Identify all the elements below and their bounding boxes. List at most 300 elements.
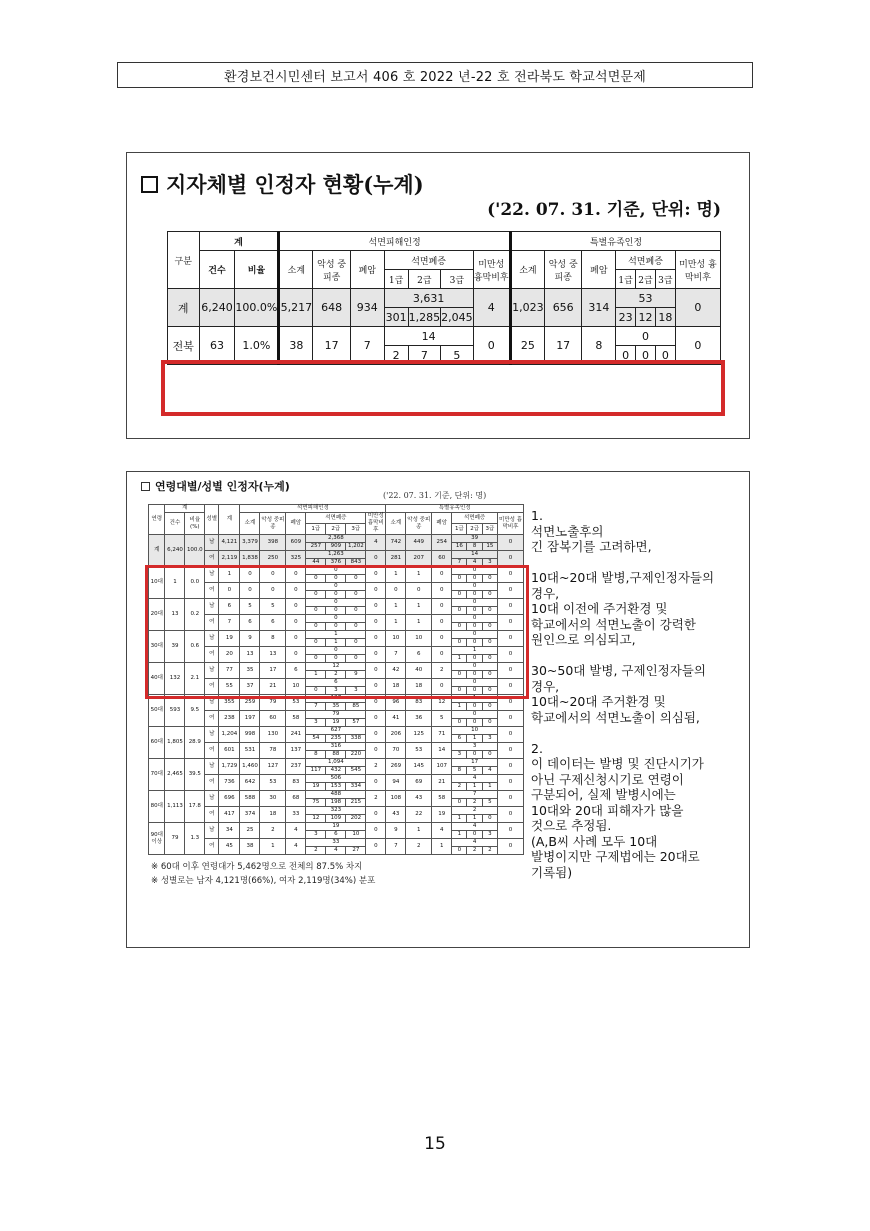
- cell-ratio: 2.1: [185, 663, 205, 695]
- cell-d-grade: 57: [346, 719, 366, 727]
- cell-d-asb: 0: [306, 583, 366, 591]
- cell-s-sub: 25: [510, 327, 544, 365]
- cell-d-sub: 998: [240, 727, 260, 743]
- cell-s-sub: 10: [386, 631, 406, 647]
- cell-total: 696: [219, 791, 240, 807]
- cell-s-asb: 7: [452, 791, 498, 799]
- cell-d-grade: 0: [346, 655, 366, 663]
- cell-s-grade: 0: [482, 623, 497, 631]
- cell-s-lung: 58: [432, 791, 452, 807]
- cell-s-meso: 22: [406, 807, 432, 823]
- cell-total: 736: [219, 775, 240, 791]
- cell-d-meso: 250: [260, 551, 286, 567]
- t2-head-lung: 폐암: [286, 513, 306, 535]
- cell-ratio: 28.9: [185, 727, 205, 759]
- cell-s-sub: 42: [386, 663, 406, 679]
- cell-s-g3: 0: [655, 346, 675, 365]
- cell-d-diff: 0: [366, 663, 386, 679]
- cell-s-meso: 656: [544, 289, 582, 327]
- cell-s-grade: 4: [482, 767, 497, 775]
- cell-d-lung: 0: [286, 567, 306, 583]
- cell-d-meso: 0: [260, 583, 286, 599]
- cell-d-diff: 0: [366, 567, 386, 583]
- regional-status-table: [167, 231, 721, 365]
- cell-s-grade: 3: [482, 831, 497, 839]
- cell-d-lung: 137: [286, 743, 306, 759]
- t2-head-g3: 3급: [346, 524, 366, 535]
- cell-count: 39: [165, 631, 185, 663]
- cell-s-grade: 0: [452, 591, 467, 599]
- cell-d-asb: 3,631: [384, 289, 473, 308]
- cell-sex: 남: [205, 727, 219, 743]
- cell-s-grade: 0: [467, 703, 482, 711]
- cell-total: 238: [219, 711, 240, 727]
- cell-total: 0: [219, 583, 240, 599]
- cell-d-diff: 0: [366, 839, 386, 855]
- head-lung: 폐암: [350, 251, 384, 289]
- cell-s-grade: 1: [482, 783, 497, 791]
- cell-ratio: 0.2: [185, 599, 205, 631]
- cell-s-grade: 1: [452, 703, 467, 711]
- cell-s-asb: 0: [452, 663, 498, 671]
- t2-head-total: 계: [165, 505, 205, 513]
- cell-s-sub: 41: [386, 711, 406, 727]
- cell-s-asb: 53: [616, 289, 676, 308]
- cell-d-grade: 235: [326, 735, 346, 743]
- table-row: [149, 807, 524, 815]
- cell-sex: 여: [205, 839, 219, 855]
- cell-s-asb: 0: [452, 599, 498, 607]
- cell-s-sub: 1,023: [510, 289, 544, 327]
- cell-age: 계: [149, 535, 165, 567]
- cell-s-asb: 0: [616, 327, 676, 346]
- cell-s-grade: 0: [482, 703, 497, 711]
- cell-d-diff: 0: [473, 327, 510, 365]
- cell-s-meso: 10: [406, 631, 432, 647]
- cell-d-lung: 0: [286, 647, 306, 663]
- cell-s-sub: 7: [386, 647, 406, 663]
- cell-total: 1: [219, 567, 240, 583]
- cell-s-asb: 14: [452, 551, 498, 559]
- slide2-basis-note: ('22. 07. 31. 기준, 단위: 명): [383, 491, 487, 500]
- cell-s-lung: 107: [432, 759, 452, 775]
- cell-s-lung: 2: [432, 663, 452, 679]
- cell-d-lung: 53: [286, 695, 306, 711]
- cell-s-grade: 0: [467, 623, 482, 631]
- cell-d-grade: 85: [346, 703, 366, 711]
- cell-sex: 남: [205, 567, 219, 583]
- cell-s-lung: 14: [432, 743, 452, 759]
- table-row: [149, 791, 524, 799]
- cell-age: 80대: [149, 791, 165, 823]
- t2-head-group-special: 특별유족인정: [386, 505, 524, 513]
- t2-head-g3-2: 3급: [482, 524, 497, 535]
- cell-total: 20: [219, 647, 240, 663]
- cell-s-meso: 207: [406, 551, 432, 567]
- cell-d-sub: 1,838: [240, 551, 260, 567]
- cell-d-grade: 334: [346, 783, 366, 791]
- cell-count: 13: [165, 599, 185, 631]
- slide1-basis-note: ('22. 07. 31. 기준, 단위: 명): [487, 200, 721, 220]
- cell-sex: 남: [205, 535, 219, 551]
- cell-s-diff: 0: [498, 551, 524, 567]
- cell-d-lung: 68: [286, 791, 306, 807]
- head-count: 건수: [199, 251, 235, 289]
- cell-ratio: 39.5: [185, 759, 205, 791]
- t2-head-asbestosis: 석면폐증: [306, 513, 366, 524]
- cell-sex: 남: [205, 759, 219, 775]
- head-total: 계: [199, 232, 279, 251]
- t2-head-sex: 성별: [205, 505, 219, 535]
- head-ratio: 비율: [235, 251, 279, 289]
- cell-s-asb: 3: [452, 743, 498, 751]
- cell-d-lung: 58: [286, 711, 306, 727]
- cell-s-sub: 18: [386, 679, 406, 695]
- cell-d-sub: 197: [240, 711, 260, 727]
- cell-d-sub: 1,460: [240, 759, 260, 775]
- t2-head-subtotal-2: 소계: [386, 513, 406, 535]
- cell-s-diff: 0: [498, 759, 524, 775]
- t2-head-subtotal: 소계: [240, 513, 260, 535]
- cell-s-g1: 23: [616, 308, 636, 327]
- cell-s-asb: 4: [452, 823, 498, 831]
- footnote-60plus: ※ 60대 이후 연령대가 5,462명으로 전체의 87.5% 차지: [151, 862, 363, 872]
- cell-count: 1: [165, 567, 185, 599]
- cell-s-asb: 4: [452, 839, 498, 847]
- cell-s-asb: 0: [452, 583, 498, 591]
- cell-s-sub: 281: [386, 551, 406, 567]
- cell-s-grade: 0: [452, 623, 467, 631]
- cell-d-diff: 0: [366, 615, 386, 631]
- cell-s-asb: 1: [452, 647, 498, 655]
- cell-s-lung: 0: [432, 583, 452, 599]
- cell-d-grade: 3: [306, 719, 326, 727]
- cell-d-lung: 10: [286, 679, 306, 695]
- cell-d-g3: 2,045: [441, 308, 474, 327]
- cell-s-grade: 3: [482, 735, 497, 743]
- cell-s-lung: 0: [432, 599, 452, 615]
- table-row: [149, 535, 524, 543]
- cell-sex: 남: [205, 599, 219, 615]
- cell-label: 계: [168, 289, 200, 327]
- regional-status-body: [168, 289, 721, 365]
- cell-d-grade: 4: [326, 847, 346, 855]
- cell-d-sub: 642: [240, 775, 260, 791]
- cell-d-lung: 0: [286, 631, 306, 647]
- cell-s-lung: 19: [432, 807, 452, 823]
- cell-age: 70대: [149, 759, 165, 791]
- cell-total: 601: [219, 743, 240, 759]
- cell-d-grade: 12: [306, 815, 326, 823]
- cell-s-grade: 0: [482, 575, 497, 583]
- cell-s-diff: 0: [498, 775, 524, 791]
- cell-d-grade: 0: [306, 607, 326, 615]
- cell-s-sub: 1: [386, 567, 406, 583]
- cell-d-diff: 0: [366, 807, 386, 823]
- cell-s-grade: 0: [467, 591, 482, 599]
- cell-d-meso: 18: [260, 807, 286, 823]
- cell-d-meso: 2: [260, 823, 286, 839]
- cell-count: 1,113: [165, 791, 185, 823]
- cell-s-grade: 0: [452, 639, 467, 647]
- cell-s-grade: 0: [467, 671, 482, 679]
- cell-age: 60대: [149, 727, 165, 759]
- cell-s-grade: 0: [452, 799, 467, 807]
- cell-d-grade: 432: [326, 767, 346, 775]
- cell-s-lung: 8: [582, 327, 616, 365]
- head-meso: 악성 중피종: [313, 251, 351, 289]
- cell-total: 7: [219, 615, 240, 631]
- cell-age: 90대 이상: [149, 823, 165, 855]
- cell-d-asb: 1,094: [306, 759, 366, 767]
- cell-s-meso: 36: [406, 711, 432, 727]
- cell-s-diff: 0: [498, 839, 524, 855]
- cell-d-grade: 545: [346, 767, 366, 775]
- cell-s-grade: 0: [482, 591, 497, 599]
- cell-s-lung: 0: [432, 567, 452, 583]
- cell-s-lung: 314: [582, 289, 616, 327]
- cell-d-meso: 0: [260, 567, 286, 583]
- cell-s-grade: 3: [482, 559, 497, 567]
- cell-d-diff: 0: [366, 599, 386, 615]
- cell-d-lung: 241: [286, 727, 306, 743]
- cell-d-g2: 7: [408, 346, 441, 365]
- cell-d-grade: 2: [326, 671, 346, 679]
- cell-total: 77: [219, 663, 240, 679]
- cell-s-grade: 1: [467, 783, 482, 791]
- cell-s-lung: 21: [432, 775, 452, 791]
- cell-ratio: 100.0: [185, 535, 205, 567]
- table-row: [149, 743, 524, 751]
- cell-d-sub: 531: [240, 743, 260, 759]
- cell-d-grade: 1: [326, 639, 346, 647]
- cell-s-grade: 0: [452, 847, 467, 855]
- cell-s-sub: 94: [386, 775, 406, 791]
- cell-d-lung: 4: [286, 839, 306, 855]
- cell-d-meso: 17: [313, 327, 351, 365]
- cell-s-sub: 7: [386, 839, 406, 855]
- cell-d-grade: 8: [306, 751, 326, 759]
- t2-head-meso: 악성 중피종: [260, 513, 286, 535]
- cell-s-grade: 2: [482, 847, 497, 855]
- cell-d-grade: 0: [326, 623, 346, 631]
- cell-sex: 남: [205, 663, 219, 679]
- cell-d-asb: 79: [306, 711, 366, 719]
- cell-d-asb: 2,368: [306, 535, 366, 543]
- head-grade3: 3급: [441, 270, 474, 289]
- cell-d-sub: 13: [240, 647, 260, 663]
- cell-d-diff: 2: [366, 791, 386, 807]
- cell-d-grade: 3: [326, 687, 346, 695]
- cell-d-lung: 237: [286, 759, 306, 775]
- cell-s-lung: 0: [432, 631, 452, 647]
- cell-d-grade: 19: [306, 783, 326, 791]
- cell-s-grade: 15: [482, 543, 497, 551]
- cell-d-diff: 0: [366, 631, 386, 647]
- cell-s-meso: 18: [406, 679, 432, 695]
- slide2-title: [141, 478, 290, 494]
- cell-s-meso: 145: [406, 759, 432, 775]
- cell-count: 132: [165, 663, 185, 695]
- cell-d-sub: 374: [240, 807, 260, 823]
- checkbox-square-icon: [141, 482, 150, 491]
- t2-head-age: 연령: [149, 505, 165, 535]
- cell-total: 417: [219, 807, 240, 823]
- cell-sex: 남: [205, 631, 219, 647]
- cell-s-meso: 53: [406, 743, 432, 759]
- cell-s-g1: 0: [616, 346, 636, 365]
- cell-sex: 여: [205, 615, 219, 631]
- cell-s-grade: 0: [467, 607, 482, 615]
- cell-d-meso: 78: [260, 743, 286, 759]
- cell-d-lung: 0: [286, 599, 306, 615]
- t2-head-lung-2: 폐암: [432, 513, 452, 535]
- cell-total: 1,204: [219, 727, 240, 743]
- cell-d-diff: 0: [366, 727, 386, 743]
- cell-age: 50대: [149, 695, 165, 727]
- head-meso-2: 악성 중피종: [544, 251, 582, 289]
- cell-s-asb: 1: [452, 695, 498, 703]
- cell-s-sub: 96: [386, 695, 406, 711]
- cell-d-grade: 0: [326, 607, 346, 615]
- head-subtotal: 소계: [279, 251, 313, 289]
- cell-d-g2: 1,285: [408, 308, 441, 327]
- cell-d-sub: 0: [240, 567, 260, 583]
- cell-ratio: 1.0%: [235, 327, 279, 365]
- cell-d-diff: 0: [366, 647, 386, 663]
- cell-d-lung: 7: [350, 327, 384, 365]
- cell-ratio: 17.8: [185, 791, 205, 823]
- cell-d-lung: 6: [286, 663, 306, 679]
- cell-s-grade: 0: [452, 719, 467, 727]
- cell-d-g1: 2: [384, 346, 408, 365]
- cell-d-sub: 588: [240, 791, 260, 807]
- cell-d-meso: 60: [260, 711, 286, 727]
- cell-d-grade: 338: [346, 735, 366, 743]
- cell-d-lung: 4: [286, 823, 306, 839]
- cell-age: 10대: [149, 567, 165, 599]
- cell-d-grade: 109: [326, 815, 346, 823]
- cell-d-diff: 0: [366, 743, 386, 759]
- cell-s-meso: 125: [406, 727, 432, 743]
- cell-s-grade: 0: [452, 575, 467, 583]
- cell-d-grade: 44: [306, 559, 326, 567]
- cell-s-diff: 0: [498, 807, 524, 823]
- slide-age-sex-status: [126, 471, 750, 948]
- slide2-title-text: 연령대별/성별 인정자(누계): [155, 480, 290, 493]
- cell-d-grade: 88: [326, 751, 346, 759]
- cell-s-grade: 0: [482, 655, 497, 663]
- cell-d-diff: 0: [366, 695, 386, 711]
- cell-s-meso: 2: [406, 839, 432, 855]
- cell-d-grade: 19: [326, 719, 346, 727]
- cell-s-grade: 0: [467, 687, 482, 695]
- cell-age: 30대: [149, 631, 165, 663]
- cell-d-grade: 6: [326, 831, 346, 839]
- highlight-box-jeonbuk: [161, 360, 725, 416]
- cell-d-asb: 12: [306, 663, 366, 671]
- cell-s-grade: 0: [467, 719, 482, 727]
- slide1-title-text: 지자체별 인정자 현황(누계): [166, 172, 424, 197]
- cell-d-sub: 5,217: [279, 289, 313, 327]
- cell-d-asb: 323: [306, 807, 366, 815]
- cell-s-grade: 1: [467, 815, 482, 823]
- cell-s-lung: 0: [432, 647, 452, 663]
- cell-total: 1,729: [219, 759, 240, 775]
- cell-s-sub: 108: [386, 791, 406, 807]
- cell-d-sub: 5: [240, 599, 260, 615]
- cell-count: 6,240: [165, 535, 185, 567]
- cell-d-grade: 376: [326, 559, 346, 567]
- cell-s-diff: 0: [675, 289, 720, 327]
- t2-head-g2: 2급: [326, 524, 346, 535]
- cell-s-meso: 1: [406, 823, 432, 839]
- cell-s-lung: 1: [432, 839, 452, 855]
- cell-s-grade: 1: [452, 655, 467, 663]
- cell-d-lung: 33: [286, 807, 306, 823]
- cell-s-grade: 5: [482, 799, 497, 807]
- cell-d-grade: 257: [306, 543, 326, 551]
- cell-s-grade: 2: [467, 847, 482, 855]
- cell-ratio: 0.6: [185, 631, 205, 663]
- cell-s-sub: 206: [386, 727, 406, 743]
- cell-s-lung: 5: [432, 711, 452, 727]
- checkbox-square-icon: [141, 176, 158, 193]
- cell-s-grade: 0: [452, 687, 467, 695]
- cell-d-grade: 75: [306, 799, 326, 807]
- cell-s-asb: 0: [452, 615, 498, 623]
- cell-s-diff: 0: [498, 711, 524, 727]
- cell-d-grade: 220: [346, 751, 366, 759]
- cell-s-diff: 0: [498, 535, 524, 551]
- cell-d-asb: 316: [306, 743, 366, 751]
- cell-d-grade: 843: [346, 559, 366, 567]
- cell-d-meso: 21: [260, 679, 286, 695]
- cell-d-grade: 3: [306, 831, 326, 839]
- head-grade2: 2급: [408, 270, 441, 289]
- cell-s-diff: 0: [498, 583, 524, 599]
- cell-s-grade: 0: [452, 671, 467, 679]
- cell-s-meso: 449: [406, 535, 432, 551]
- cell-d-grade: 10: [346, 831, 366, 839]
- cell-d-sub: 38: [240, 839, 260, 855]
- cell-s-sub: 70: [386, 743, 406, 759]
- t2-head-count: 건수: [165, 513, 185, 535]
- cell-s-sub: 1: [386, 615, 406, 631]
- commentary-text: 1. 석면노출후의 긴 잠복기를 고려하면, 10대~20대 발병,구제인정자들의 경우, 10대 이전에 주거환경 및 학교에서의 석면노출이 강력한 원인으로 의심되고, 30~50대 발병, 구제인정자들의 경우, 10대~20대 주거환경 및 학교에서의 석면노출이 의심됨, 2. 이 데이터는 발병 및 진단시기가 아닌 구제신청시기로 연령이 구분되어, 실제 발병시에는 10대와 20대 피해자가 많을 것으로 추정됨. (A,B씨 사례 모두 10대 발병이지만 구제법에는 20대로 기록됨): [531, 508, 715, 880]
- cell-d-grade: 2: [306, 847, 326, 855]
- cell-s-sub: 269: [386, 759, 406, 775]
- cell-d-asb: 14: [384, 327, 473, 346]
- cell-s-diff: 0: [498, 599, 524, 615]
- cell-d-grade: 0: [346, 639, 366, 647]
- cell-total: 19: [219, 631, 240, 647]
- cell-s-diff: 0: [498, 567, 524, 583]
- cell-d-asb: 19: [306, 823, 366, 831]
- cell-s-grade: 8: [452, 767, 467, 775]
- cell-d-diff: 0: [366, 551, 386, 567]
- cell-d-grade: 1,202: [346, 543, 366, 551]
- cell-d-grade: 0: [306, 655, 326, 663]
- cell-s-asb: 10: [452, 727, 498, 735]
- cell-d-grade: 0: [326, 655, 346, 663]
- cell-count: 79: [165, 823, 185, 855]
- cell-sex: 여: [205, 583, 219, 599]
- cell-s-asb: 17: [452, 759, 498, 767]
- cell-s-grade: 0: [482, 815, 497, 823]
- cell-s-diff: 0: [498, 663, 524, 679]
- footnote-sex: ※ 성별로는 남자 4,121명(66%), 여자 2,119명(34%) 분포: [151, 876, 376, 886]
